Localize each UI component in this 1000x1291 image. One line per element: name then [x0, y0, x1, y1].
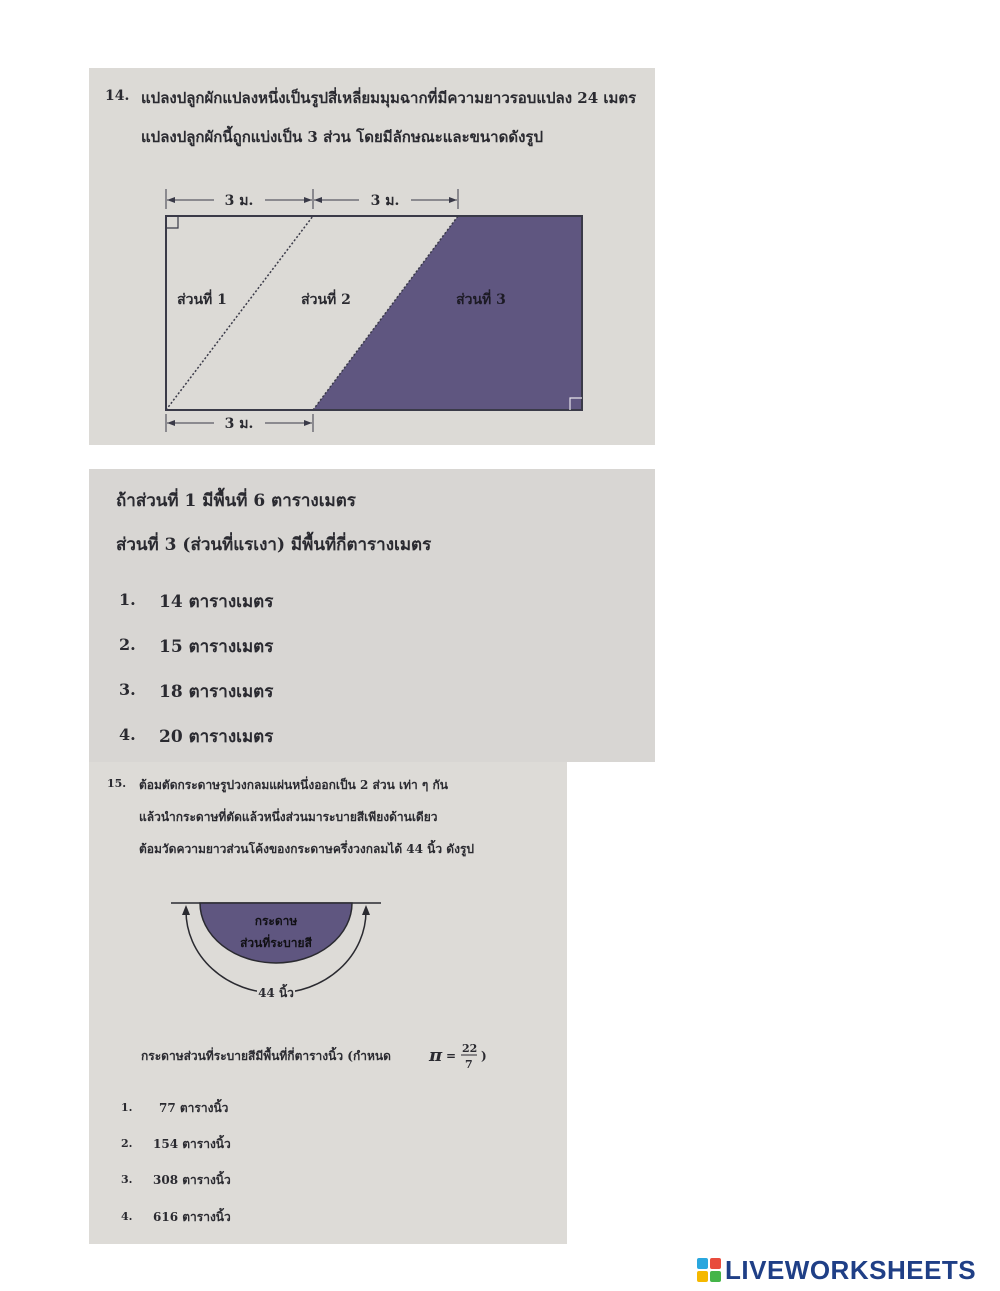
q15-option-3-text[interactable]: 308 ตารางนิ้ว [153, 1173, 231, 1187]
arc-arrowhead [362, 905, 370, 915]
q14-question-line2: ส่วนที่ 3 (ส่วนที่แรเงา) มีพื้นที่กี่ตารางเมตร [116, 535, 432, 555]
dim-arrowhead [449, 197, 457, 203]
q15-option-2-text[interactable]: 154 ตารางนิ้ว [153, 1137, 231, 1151]
dim-arrowhead [167, 197, 175, 203]
q14-dim-bottom: 3 ม. [224, 416, 254, 432]
q15-arc-label: 44 นิ้ว [258, 986, 294, 1000]
q14-option-2-number: 2. [119, 635, 136, 654]
q14-option-1-number: 1. [119, 590, 136, 609]
q15-shaded-semicircle [200, 903, 352, 963]
q14-dim-top-left: 3 ม. [224, 193, 254, 209]
q15-pi-denominator: 7 [465, 1058, 473, 1071]
q15-option-4-number: 4. [121, 1210, 133, 1223]
q14-part1-label: ส่วนที่ 1 [177, 292, 227, 308]
q15-scan-panel [89, 762, 567, 1244]
dim-arrowhead [304, 420, 312, 426]
q14-text-line1: แปลงปลูกผักแปลงหนึ่งเป็นรูปสี่เหลี่ยมมุมฉากที่มีความยาวรอบแปลง 24 เมตร [141, 89, 637, 107]
q15-figure-label1: กระดาษ [254, 914, 298, 928]
q14-option-4-text[interactable]: 20 ตารางเมตร [159, 727, 274, 747]
q15-pi-numerator: 22 [462, 1042, 478, 1055]
q14-dim-top-right: 3 ม. [370, 193, 400, 209]
q15-text-line1: ต้อมตัดกระดาษรูปวงกลมแผ่นหนึ่งออกเป็น 2 ส่วน เท่า ๆ กัน [139, 778, 448, 792]
liveworksheets-logo-text: LIVEWORKSHEETS [725, 1254, 977, 1285]
q15-option-1-number: 1. [121, 1101, 133, 1114]
q14-question-line1: ถ้าส่วนที่ 1 มีพื้นที่ 6 ตารางเมตร [116, 491, 356, 511]
q14-option-1-text[interactable]: 14 ตารางเมตร [159, 592, 274, 612]
liveworksheets-logo-icon [697, 1258, 721, 1282]
q14-options-panel [89, 469, 655, 762]
q14-number: 14. [105, 88, 130, 104]
q14-option-3-number: 3. [119, 680, 136, 699]
arc-arrowhead [182, 905, 190, 915]
q15-option-4-text[interactable]: 616 ตารางนิ้ว [153, 1210, 231, 1224]
q15-pi-equals: = [446, 1049, 457, 1063]
q14-scan-panel [89, 68, 655, 445]
q14-dotted-divider [166, 216, 313, 410]
q15-option-1-text[interactable]: 77 ตารางนิ้ว [159, 1101, 229, 1115]
q15-number: 15. [107, 777, 127, 790]
q15-pi-close: ) [481, 1049, 487, 1063]
q14-part2-label: ส่วนที่ 2 [301, 292, 351, 308]
q14-shaded-part3 [313, 216, 582, 410]
q15-question: กระดาษส่วนที่ระบายสีมีพื้นที่กี่ตารางนิ้ว (กำหนด [141, 1049, 391, 1063]
q15-text-line3: ต้อมวัดความยาวส่วนโค้งของกระดาษครึ่งวงกลมได้ 44 นิ้ว ดังรูป [139, 842, 475, 856]
q14-right-angle-top-left [166, 216, 178, 228]
dim-arrowhead [314, 197, 322, 203]
liveworksheets-logo[interactable] [697, 1254, 976, 1286]
q14-option-3-text[interactable]: 18 ตารางเมตร [159, 682, 274, 702]
q15-pi-symbol: π [429, 1045, 443, 1066]
q14-part3-label: ส่วนที่ 3 [456, 292, 506, 308]
q15-option-2-number: 2. [121, 1137, 133, 1150]
q15-option-3-number: 3. [121, 1173, 133, 1186]
q14-option-2-text[interactable]: 15 ตารางเมตร [159, 637, 274, 657]
q15-text-line2: แล้วนำกระดาษที่ตัดแล้วหนึ่งส่วนมาระบายสีเพียงด้านเดียว [139, 810, 438, 824]
q14-option-4-number: 4. [119, 725, 136, 744]
dim-arrowhead [304, 197, 312, 203]
q14-rectangle-figure [89, 68, 655, 445]
q14-text-line2: แปลงปลูกผักนี้ถูกแบ่งเป็น 3 ส่วน โดยมีลักษณะและขนาดดังรูป [141, 128, 543, 146]
dim-arrowhead [167, 420, 175, 426]
q15-figure-label2: ส่วนที่ระบายสี [240, 936, 312, 950]
